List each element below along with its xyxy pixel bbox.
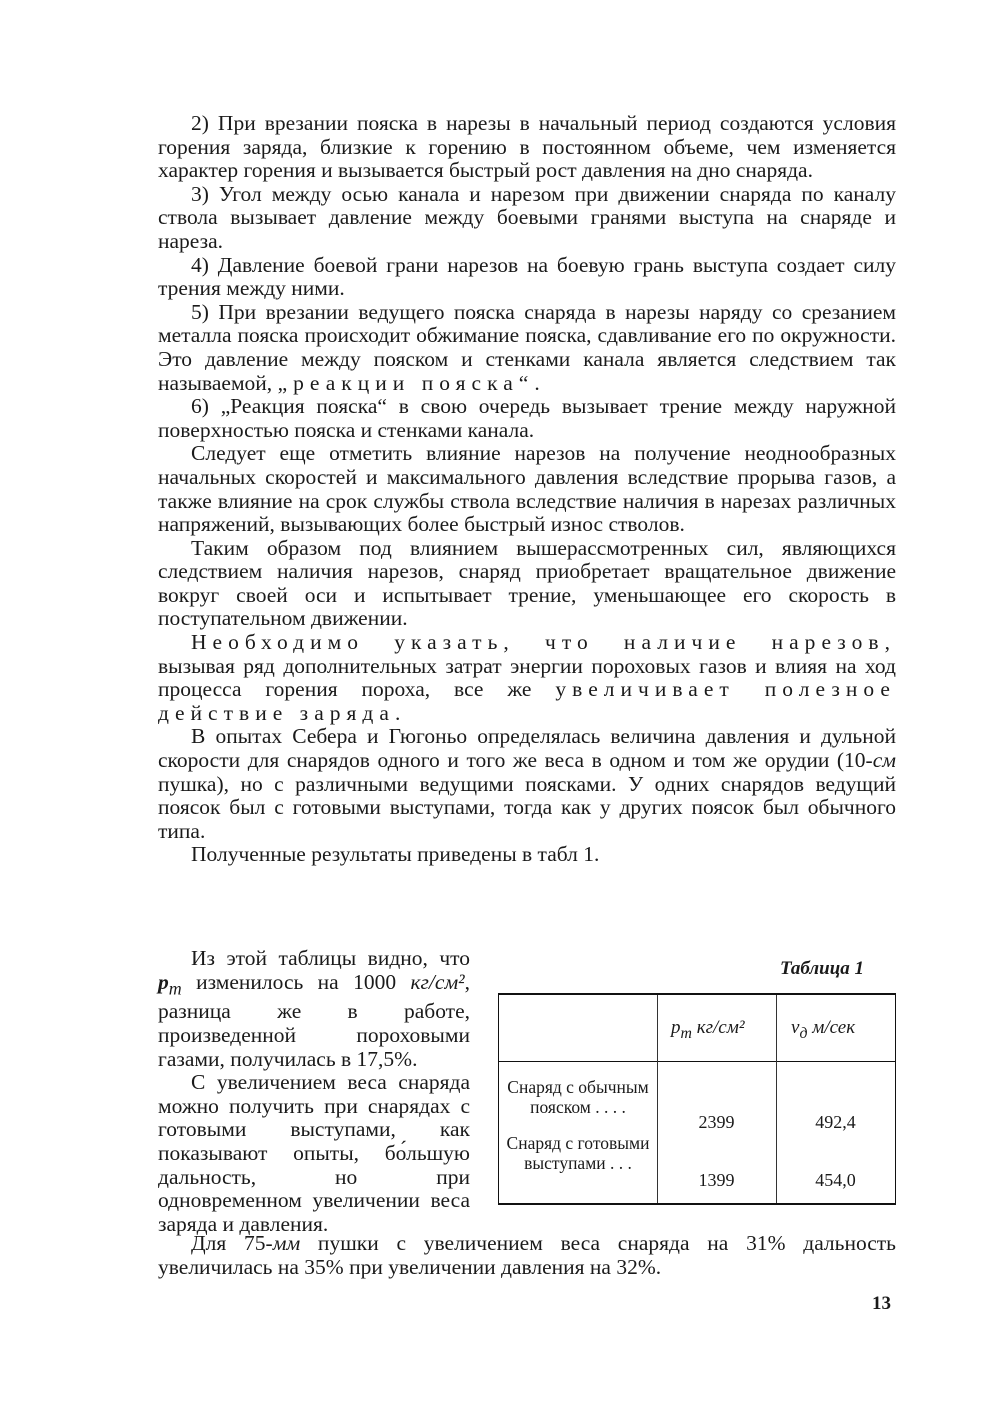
header-vd-var: v	[791, 1017, 800, 1038]
paragraph-necessary	[158, 631, 896, 725]
paragraph-75mm	[158, 1232, 896, 1279]
pm-subscript: m	[168, 977, 182, 998]
experiments-rest: пушка), но с различными ведущими поясками. У одних снарядов ведущий поясок был с готовыми выступами, тогда как у других поясок был обычного типа.	[158, 771, 896, 843]
paragraph-results: Полученные результаты приведены в табл 1.	[191, 842, 600, 867]
side-column-text	[158, 947, 470, 1236]
paragraph-5-spaced: „реакции пояска“.	[277, 370, 546, 395]
header-pm-unit: кг/см²	[691, 1017, 745, 1038]
necessary-end: .	[394, 700, 401, 725]
paragraph-influence: Следует еще отметить влияние нарезов на получение неоднообразных начальных скоростей и максимального давления вследствие прорыва газов, а также влияние на срок службы ствола вследствие наличия в нарезах различных напряжений, вызывающих более быстрый износ стволов.	[158, 441, 896, 537]
experiments-text: В опытах Себера и Гюгоньо определялась величина давления и дульной скорости для снарядов одного и того же веса в одном и том же орудии (10-	[158, 724, 896, 773]
paragraph-table-note	[158, 947, 470, 1071]
header-pm-sub: m	[680, 1024, 692, 1042]
data-table	[498, 993, 896, 1205]
closing-b: пушки с увеличением веса снаряда на 31% дальность увеличилась на 35% при увеличении давления на 32%.	[158, 1231, 896, 1279]
table-caption: Таблица 1	[780, 958, 865, 979]
table-row-label: Снаряд с обычным пояском . . . .	[507, 1077, 649, 1117]
table-header-vd	[791, 1017, 855, 1043]
table-cell-pm: 2399	[698, 1112, 735, 1132]
paragraph-6: 6) „Реакция пояска“ в свою очередь вызывает трение между наружной поверхностью пояска и стенками канала.	[158, 394, 896, 442]
table-note-c: , разница же в работе, произведенной пороховыми газами, получилась в 17,5%.	[158, 969, 470, 1071]
header-pm-var: p	[671, 1017, 681, 1038]
paragraph-thus: Таким образом под влиянием вышерассмотренных сил, являющихся следствием наличия нарезов, снаряд приобретает вращательное движение вокруг своей оси и испытывает трение, уменьшающее его скорость в поступательном движении.	[158, 535, 896, 631]
closing-a: Для 75-	[191, 1231, 273, 1255]
closing-unit: мм	[272, 1231, 301, 1255]
page-number: 13	[872, 1293, 891, 1314]
necessary-spaced-mid: увеличивает полезное действие заряда	[158, 677, 896, 725]
paragraph-5-text: 5) При врезании ведущего пояска снаряда в нарезы наряду со срезанием металла пояска происходит обжимание пояска, сдавливание его по окружности. Это давление между пояском и стенками канала является следствием так называемой,	[158, 299, 896, 395]
necessary-middle: вызывая ряд дополнительных затрат энергии пороховых газов и влияя на ход процесса горения пороха, все же	[158, 653, 896, 702]
table-header-pm	[671, 1017, 745, 1043]
table-cell-pm: 1399	[698, 1170, 735, 1190]
paragraph-experiments	[158, 725, 896, 843]
table-header-rule	[499, 1061, 895, 1062]
paragraph-5	[158, 301, 896, 395]
table-cell-vd: 454,0	[815, 1170, 856, 1190]
necessary-spaced-start: Необходимо указать, что наличие нарезов,	[191, 630, 896, 655]
closing-text	[158, 1232, 896, 1279]
table-cell-vd: 492,4	[815, 1112, 856, 1132]
pm-symbol: p	[158, 969, 169, 994]
table-note-a: Из этой таблицы видно, что	[191, 946, 470, 970]
table-note-unit: кг/см²	[410, 969, 465, 994]
table-note-b: изменилось на 1000	[181, 969, 411, 994]
paragraph-2: 2) При врезании пояска в нарезы в начальный период создаются условия горения заряда, близкие к горению в постоянном объеме, чем изменяется характер горения и вызывается быстрый рост давления на дно снаряда.	[158, 111, 896, 183]
paragraph-weight: С увеличением веса снаряда можно получить при снарядах с готовыми выступами, как показывают опыты, бо́льшую дальность, но при одновременном увеличении веса заряда и давления.	[158, 1070, 470, 1236]
table-row-label: Снаряд с готовыми выступами . . .	[506, 1133, 650, 1173]
main-text	[158, 112, 896, 867]
paragraph-3: 3) Угол между осью канала и нарезом при движении снаряда по каналу ствола вызывает давление между боевыми гранями выступа на снаряде и нареза.	[158, 181, 896, 253]
experiments-unit: см	[872, 748, 896, 773]
paragraph-4: 4) Давление боевой грани нарезов на боевую грань выступа создает силу трения между ними.	[158, 252, 896, 301]
header-vd-sub: д	[799, 1024, 808, 1042]
header-vd-unit: м/сек	[807, 1017, 856, 1038]
